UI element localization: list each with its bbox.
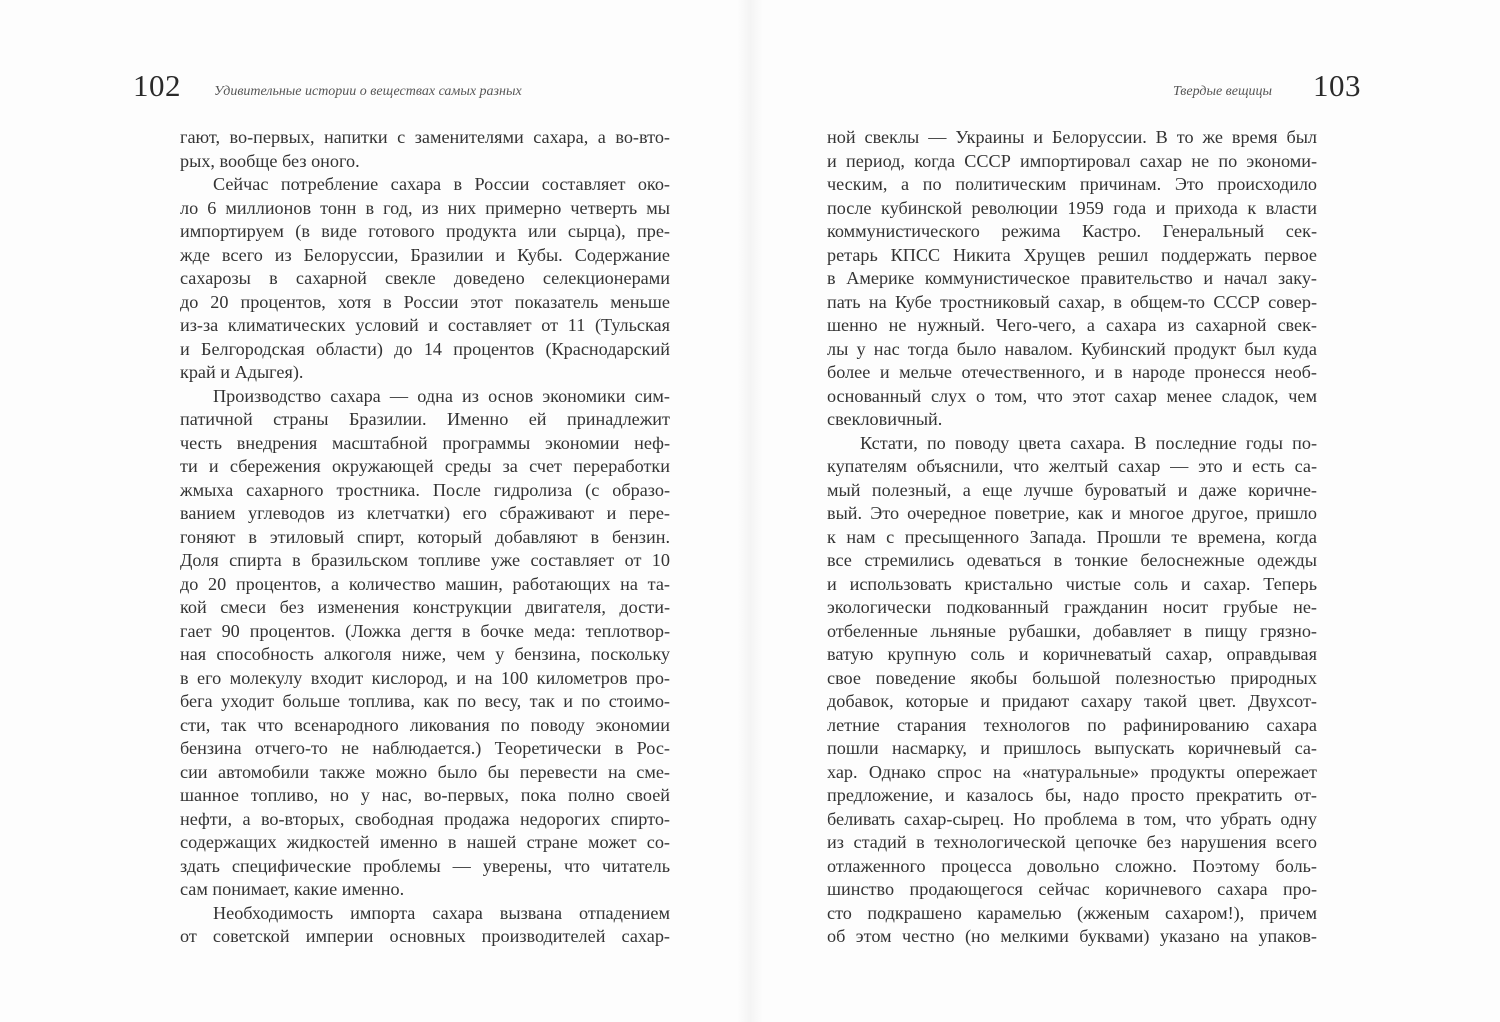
text-line: от советской империи основных производителей сахар-: [180, 926, 670, 946]
page-number-right: 103: [1313, 68, 1361, 103]
text-line: из-за климатических условий и составляет от 11 (Тульская: [180, 315, 670, 335]
text-line: ческим, а по политическим причинам. Это происходило: [827, 174, 1317, 194]
text-line: ватую крупную соль и коричневатый сахар, оправдывая: [827, 644, 1317, 664]
text-line: Производство сахара — одна из основ экономики сим-: [213, 385, 670, 406]
text-line: Доля спирта в бразильском топливе уже составляет от 10: [180, 550, 670, 570]
text-line: предложение, и казалось бы, надо просто прекратить от-: [827, 785, 1317, 805]
body-text-left: [180, 126, 670, 949]
text-line: ной свеклы — Украины и Белоруссии. В то же время был: [827, 127, 1317, 147]
text-line: импортируем (в виде готового продукта или сырца), пре-: [180, 221, 670, 241]
text-line: свое поведение якобы большой полезностью природных: [827, 667, 1317, 688]
body-text-right: [827, 126, 1317, 949]
text-line: гают, во-первых, напитки с заменителями сахара, а во-вто-: [180, 127, 670, 147]
text-line: рых, вообще без оного.: [180, 150, 360, 171]
text-line: сам понимает, какие именно.: [180, 879, 405, 899]
text-line: патичной страны Бразилии. Именно ей принадлежит: [180, 409, 670, 429]
text-line: до 20 процентов, хотя в России этот показатель меньше: [180, 291, 670, 312]
running-head-right: Твердые вещицы: [1173, 84, 1273, 99]
text-line: сии автомобили также можно было бы перевести на сме-: [180, 761, 670, 782]
text-line: ванием углеводов из клетчатки) его сбраживают и пере-: [180, 503, 670, 523]
text-line: Сейчас потребление сахара в России составляет око-: [213, 174, 670, 194]
text-line: Кстати, по поводу цвета сахара. В последние годы по-: [860, 432, 1317, 453]
text-line: жмыха сахарного тростника. После гидролиза (с образо-: [180, 479, 670, 500]
text-line: шанное топливо, но у нас, во-первых, пока полно своей: [180, 785, 670, 805]
text-line: и использовать кристально чистые соль и сахар. Теперь: [827, 573, 1317, 594]
text-line: край и Адыгея).: [180, 362, 304, 382]
text-line: жде всего из Белоруссии, Бразилии и Кубы. Содержание: [180, 244, 670, 265]
text-line: добавок, которые и придают сахару такой цвет. Двухсот-: [827, 691, 1317, 711]
text-line: пать на Кубе тростниковый сахар, в общем-то СССР совер-: [827, 291, 1317, 312]
left-page: [0, 0, 740, 1022]
text-line: ти и сбережения окружающей среды за счет переработки: [180, 456, 670, 476]
text-line: сти, так что всенародного ликования по поводу экономии: [180, 714, 670, 735]
text-line: купателям объяснили, что желтый сахар — это и есть са-: [827, 456, 1317, 476]
text-line: честь внедрения масштабной программы экономии неф-: [180, 432, 670, 453]
text-line: ло 6 миллионов тонн в год, из них примерно четверть мы: [180, 197, 670, 218]
text-line: летние старания технологов по рафинированию сахара: [827, 714, 1317, 735]
text-line: Необходимость импорта сахара вызвана отпадением: [213, 902, 670, 923]
text-line: здать специфические проблемы — уверены, что читатель: [180, 855, 670, 876]
running-head-left: Удивительные истории о веществах самых разных: [214, 84, 522, 99]
text-line: в Америке коммунистическое правительство и начал заку-: [827, 268, 1317, 288]
text-line: нефти, а во-вторых, свободная продажа недорогих спирто-: [180, 808, 670, 829]
text-line: коммунистического режима Кастро. Генеральный сек-: [827, 221, 1317, 241]
page-number-left: 102: [133, 68, 181, 103]
text-line: экологически подкованный гражданин носит грубые не-: [827, 597, 1317, 617]
text-line: кой смеси без изменения конструкции двигателя, дости-: [180, 597, 670, 617]
text-line: из стадий в технологической цепочке без нарушения всего: [827, 832, 1317, 852]
text-line: в его молекулу входит кислород, и на 100 километров про-: [180, 667, 670, 688]
text-line: и Белгородская области) до 14 процентов (Краснодарский: [180, 338, 670, 359]
text-line: хар. Однако спрос на «натуральные» продукты опережает: [827, 761, 1317, 782]
text-line: бега уходит больше топлива, как по весу, так и по стоимо-: [180, 691, 670, 711]
text-line: ретарь КПСС Никита Хрущев решил поддержать первое: [827, 244, 1317, 265]
text-line: все стремились одеваться в тонкие белоснежные одежды: [827, 550, 1317, 570]
text-line: до 20 процентов, а количество машин, работающих на та-: [180, 573, 670, 594]
text-line: отлаженного процесса довольно сложно. Поэтому боль-: [827, 855, 1317, 876]
text-line: более и мельче отечественного, и в народе пронесся необ-: [827, 362, 1317, 382]
text-line: пошли насмарку, и пришлось выпускать коричневый са-: [827, 738, 1317, 758]
text-line: ная способность алкоголя ниже, чем у бензина, поскольку: [180, 644, 670, 664]
text-line: беливать сахар-сырец. Но проблема в том, что убрать одну: [827, 808, 1317, 829]
text-line: бензина отчего-то не наблюдается.) Теоретически в Рос-: [180, 738, 670, 758]
text-line: шенно не нужный. Чего-чего, а сахара из сахарной свек-: [827, 315, 1317, 335]
text-line: лы у нас тогда было навалом. Кубинский продукт был куда: [827, 338, 1317, 359]
text-line: содержащих жидкостей именно в нашей стране может со-: [180, 832, 670, 852]
text-line: основанный слух о том, что этот сахар менее сладок, чем: [827, 385, 1317, 406]
text-line: свекловичный.: [827, 409, 943, 429]
text-line: после кубинской революции 1959 года и прихода к власти: [827, 197, 1317, 218]
text-line: сто подкрашено карамелью (жженым сахаром!), причем: [827, 902, 1317, 923]
text-line: и период, когда СССР импортировал сахар не по экономи-: [827, 150, 1317, 171]
text-line: отбеленные льняные рубашки, добавляет в пищу грязно-: [827, 620, 1317, 641]
text-line: шинство продающегося сейчас коричневого сахара про-: [827, 879, 1317, 899]
text-line: гает 90 процентов. (Ложка дегтя в бочке меда: теплотвор-: [180, 620, 670, 641]
text-line: об этом честно (но мелкими буквами) указано на упаков-: [827, 926, 1317, 946]
right-page: [760, 0, 1500, 1022]
text-line: вый. Это очередное поветрие, как и многое другое, пришло: [827, 503, 1317, 523]
text-line: к нам с пресыщенного Запада. Прошли те времена, когда: [827, 526, 1317, 547]
text-line: гоняют в этиловый спирт, который добавляют в бензин.: [180, 526, 670, 547]
text-line: мый полезный, а еще лучше буроватый и даже коричне-: [827, 479, 1317, 500]
text-line: сахарозы в сахарной свекле доведено селекционерами: [180, 268, 670, 288]
